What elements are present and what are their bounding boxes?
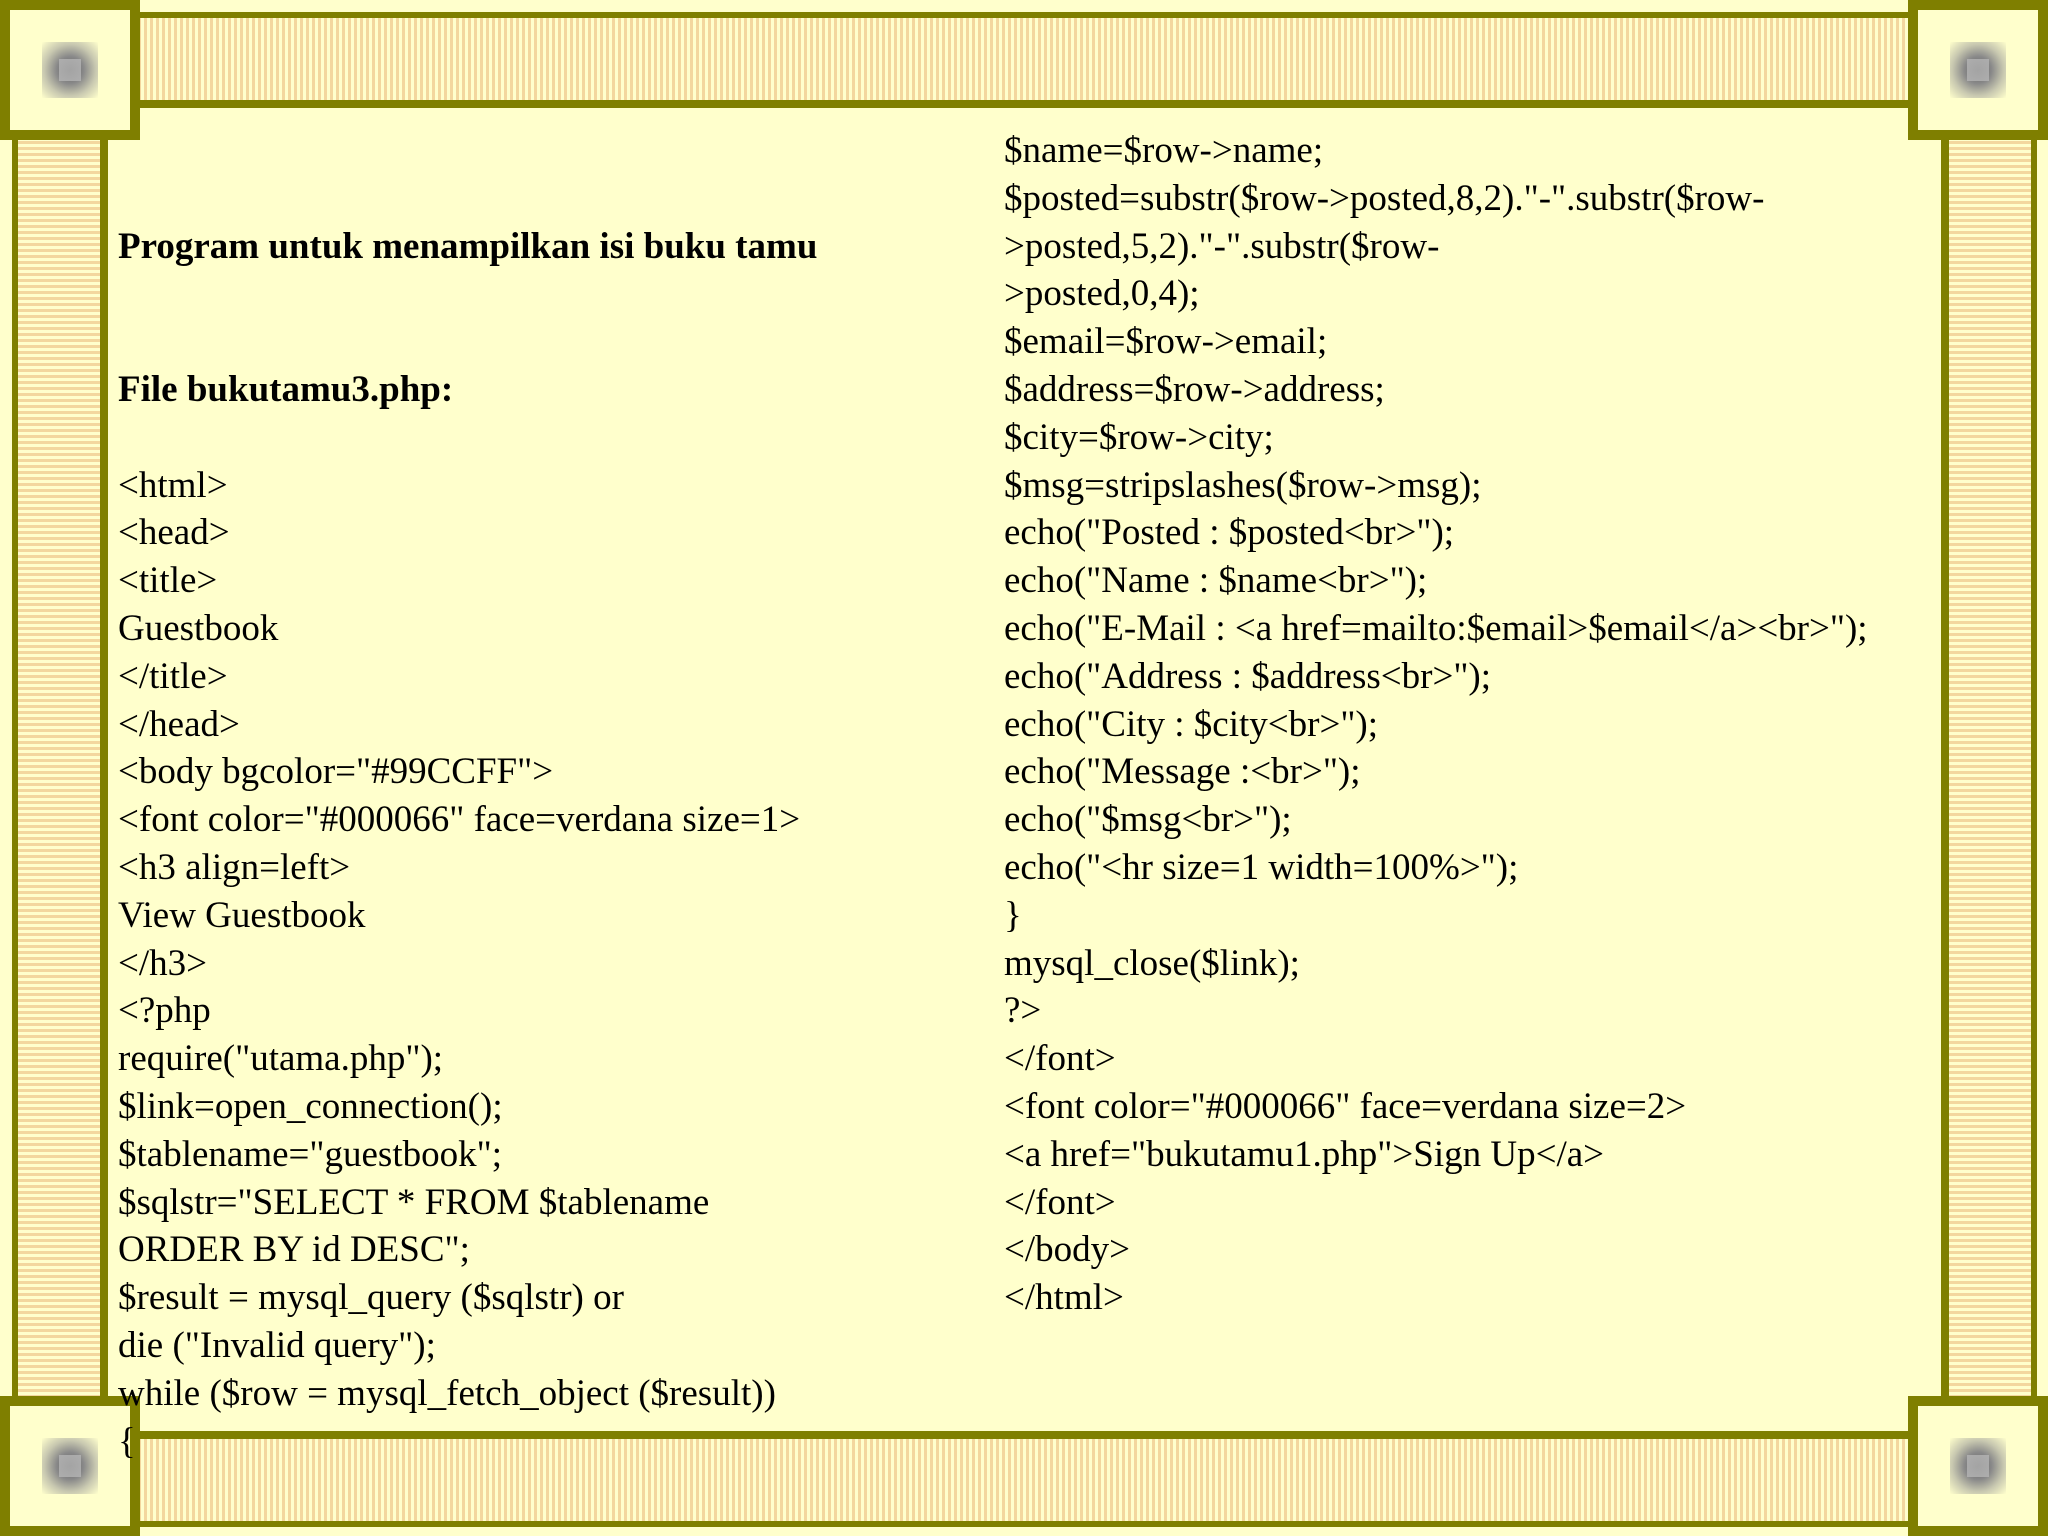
code-line: Guestbook bbox=[118, 607, 279, 649]
code-line: echo("$msg<br>"); bbox=[1004, 799, 1292, 841]
code-line: </body> bbox=[1004, 1229, 1131, 1271]
code-line: $address=$row->address; bbox=[1004, 368, 1385, 410]
code-line: echo("City : $city<br>"); bbox=[1004, 703, 1379, 745]
code-line: </font> bbox=[1004, 1038, 1116, 1080]
code-line: </font> bbox=[1004, 1181, 1116, 1223]
corner-ornament-top-right bbox=[1908, 0, 2048, 140]
code-line: View Guestbook bbox=[118, 894, 366, 936]
code-line: <?php bbox=[118, 990, 211, 1032]
code-line: ORDER BY id DESC"; bbox=[118, 1229, 470, 1271]
code-line: <body bgcolor="#99CCFF"> bbox=[118, 751, 554, 793]
code-line: <h3 align=left> bbox=[118, 846, 351, 888]
code-line: </h3> bbox=[118, 942, 208, 984]
corner-knob-icon bbox=[1950, 1438, 2006, 1494]
code-line: </html> bbox=[1004, 1277, 1124, 1319]
code-line: echo("Address : $address<br>"); bbox=[1004, 655, 1492, 697]
corner-ornament-top-left bbox=[0, 0, 140, 140]
code-line: </title> bbox=[118, 655, 228, 697]
code-line: echo("Message :<br>"); bbox=[1004, 751, 1361, 793]
left-code-column bbox=[118, 127, 817, 1465]
code-line: while ($row = mysql_fetch_object ($result)) bbox=[118, 1372, 776, 1414]
code-line: $msg=stripslashes($row->msg); bbox=[1004, 464, 1482, 506]
code-line: echo("<hr size=1 width=100%>"); bbox=[1004, 846, 1519, 888]
code-line: <font color="#000066" face=verdana size=1> bbox=[118, 799, 801, 841]
top-border-band bbox=[0, 12, 2048, 112]
code-line: $city=$row->city; bbox=[1004, 416, 1274, 458]
code-line: { bbox=[118, 1420, 136, 1462]
code-line: echo("Posted : $posted<br>"); bbox=[1004, 512, 1455, 554]
code-line: <head> bbox=[118, 512, 230, 554]
right-code-column bbox=[1004, 127, 1868, 1322]
code-line: <html> bbox=[118, 464, 228, 506]
code-line: $sqlstr="SELECT * FROM $tablename bbox=[118, 1181, 710, 1223]
code-line: $tablename="guestbook"; bbox=[118, 1133, 502, 1175]
corner-ornament-bottom-right bbox=[1908, 1396, 2048, 1536]
code-line: $result = mysql_query ($sqlstr) or bbox=[118, 1277, 624, 1319]
code-line: require("utama.php"); bbox=[118, 1038, 444, 1080]
right-border-band bbox=[1937, 0, 2037, 1536]
slide-heading: Program untuk menampilkan isi buku tamu bbox=[118, 225, 818, 267]
code-line: $link=open_connection(); bbox=[118, 1085, 503, 1127]
corner-knob-icon bbox=[1950, 42, 2006, 98]
code-line: mysql_close($link); bbox=[1004, 942, 1300, 984]
code-line: die ("Invalid query"); bbox=[118, 1324, 436, 1366]
code-line: $posted=substr($row->posted,8,2)."-".substr($row- bbox=[1004, 177, 1765, 219]
left-border-band bbox=[12, 0, 112, 1536]
corner-knob-icon bbox=[42, 42, 98, 98]
code-line: >posted,0,4); bbox=[1004, 273, 1200, 315]
code-line: <font color="#000066" face=verdana size=2> bbox=[1004, 1085, 1687, 1127]
code-line: echo("E-Mail : <a href=mailto:$email>$email</a><br>"); bbox=[1004, 607, 1868, 649]
corner-knob-icon bbox=[42, 1438, 98, 1494]
code-line: <a href="bukutamu1.php">Sign Up</a> bbox=[1004, 1133, 1605, 1175]
code-line: $name=$row->name; bbox=[1004, 130, 1324, 171]
code-line: } bbox=[1004, 894, 1022, 936]
code-line: $email=$row->email; bbox=[1004, 321, 1328, 363]
code-line: ?> bbox=[1004, 990, 1042, 1032]
code-line: echo("Name : $name<br>"); bbox=[1004, 560, 1428, 602]
file-name-heading: File bukutamu3.php: bbox=[118, 368, 454, 410]
code-line: </head> bbox=[118, 703, 240, 745]
code-line: >posted,5,2)."-".substr($row- bbox=[1004, 225, 1440, 267]
code-line: <title> bbox=[118, 560, 218, 602]
